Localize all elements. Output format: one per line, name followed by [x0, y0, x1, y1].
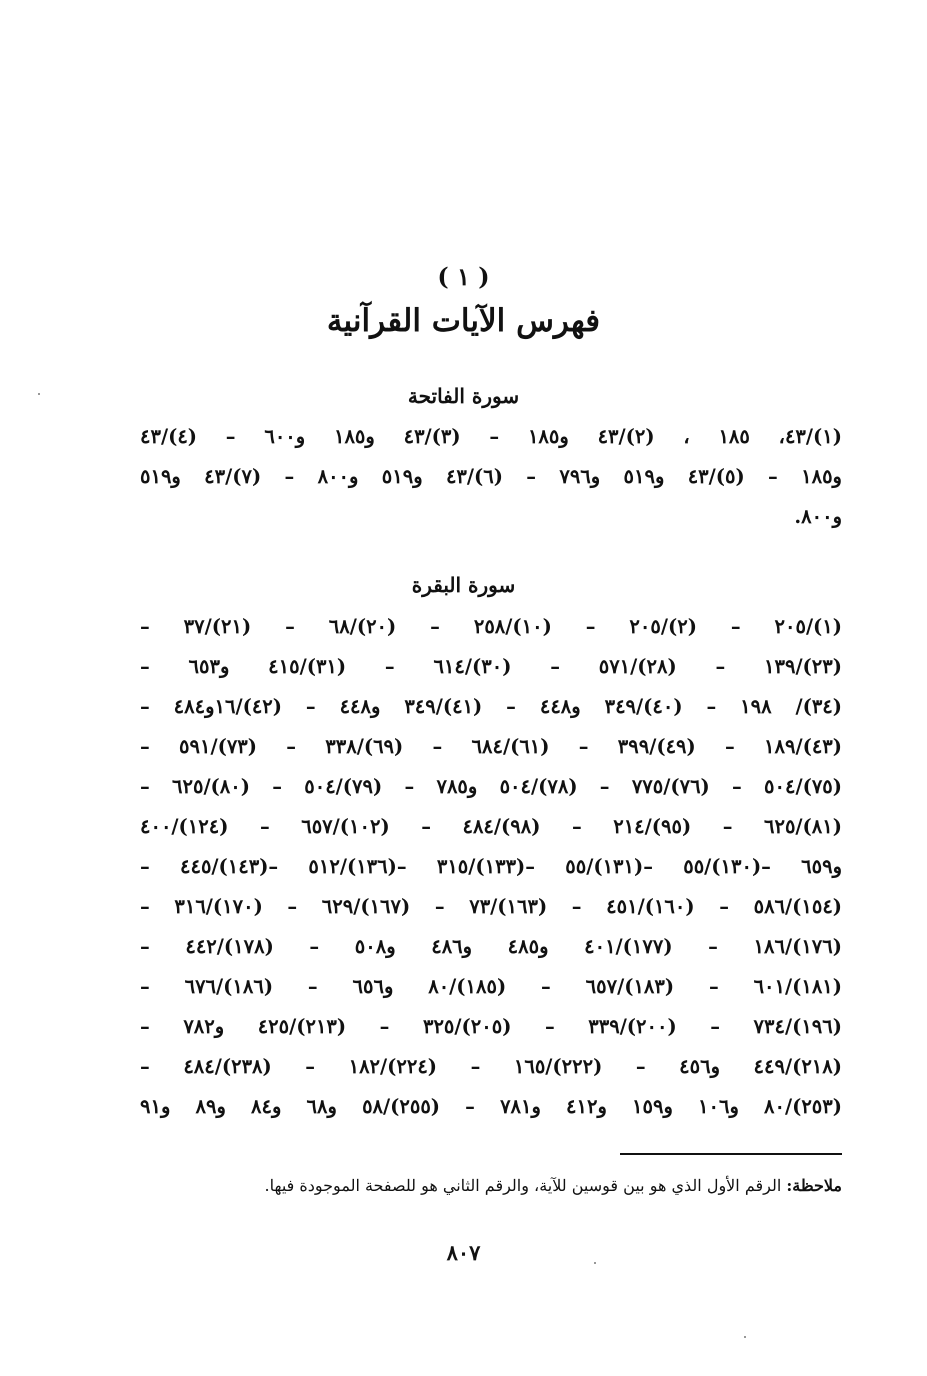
- scan-speck: [744, 1336, 746, 1338]
- entry-line: و٦٥٩ –(١٣٠)/٥٥ –(١٣١)/٥٥ –(١٣٣)/٣١٥ –(١٣٦)/٥١٢ –(١٤٣)/٤٤٥ –: [140, 855, 842, 878]
- baqara-entries: [140, 607, 842, 1127]
- entry-line: (٢١٨)/٤٤٩ و٤٥٦ – (٢٢٢)/١٦٥ – (٢٢٤)/١٨٢ – (٢٣٨)/٤٨٤ –: [140, 1055, 842, 1078]
- entry-line: (٤٣)/١٨٩ – (٤٩)/٣٩٩ – (٦١)/٦٨٤ – (٦٩)/٣٣٨ – (٧٣)/٥٩١ –: [140, 735, 842, 758]
- scan-speck: [38, 393, 40, 395]
- entry-line: (٢٥٣)/٨٠ و١٠٦ و١٥٩ و٤١٢ و٧٨١ – (٢٥٥)/٥٨ و٦٨ و٨٤ و٨٩ و٩١: [140, 1095, 842, 1118]
- entry-line: (٧٥)/٥٠٤ – (٧٦)/٧٧٥ – (٧٨)/٥٠٤ و٧٨٥ – (٧٩)/٥٠٤ – (٨٠)/٦٢٥ –: [140, 775, 842, 798]
- surah-heading-baqara: سورة البقرة: [411, 573, 516, 597]
- entry-line: (٢٣)/١٣٩ – (٢٨)/٥٧١ – (٣٠)/٦١٤ – (٣١)/٤١٥ و٦٥٣ –: [140, 655, 842, 678]
- scan-speck: [594, 1262, 596, 1264]
- entry-line: (٨١)/٦٢٥ – (٩٥)/٢١٤ – (٩٨)/٤٨٤ – (١٠٢)/٦٥٧ – (١٢٤)/٤٠٠: [140, 815, 842, 838]
- entry-line: (٣٤)/ ١٩٨ – (٤٠)/٣٤٩ و٤٤٨ – (٤١)/٣٤٩ و٤٤٨ – (٤٢)/١٦و٤٨٤ –: [140, 695, 842, 718]
- footnote-label: ملاحظة:: [786, 1176, 842, 1195]
- footnote: [140, 1176, 842, 1195]
- page-number: ٨٠٧: [446, 1240, 481, 1265]
- index-number: ( ١ ): [437, 262, 490, 291]
- footnote-separator: [620, 1153, 842, 1155]
- entry-line: (١)/٤٣، ١٨٥ ، (٢)/٤٣ و١٨٥ – (٣)/٤٣ و١٨٥ و٦٠٠ – (٤)/٤٣: [140, 425, 842, 448]
- entry-line: (١٧٦)/١٨٦ – (١٧٧)/٤٠١ و٤٨٥ و٤٨٦ و٥٠٨ – (١٧٨)/٤٤٢ –: [140, 935, 842, 958]
- entry-line: (١٨١)/٦٠١ – (١٨٣)/٦٥٧ – (١٨٥)/٨٠ و٦٥٦ – (١٨٦)/٦٧٦ –: [140, 975, 842, 998]
- page-title: فهرس الآيات القرآنية: [326, 303, 601, 339]
- entry-line: (١٩٦)/٧٣٤ – (٢٠٠)/٣٣٩ – (٢٠٥)/٣٢٥ – (٢١٣)/٤٢٥ و٧٨٢ –: [140, 1015, 842, 1038]
- entry-line: (١)/٢٠٥ – (٢)/٢٠٥ – (١٠)/٢٥٨ – (٢٠)/٦٨ – (٢١)/٣٧ –: [140, 615, 842, 638]
- footnote-text: الرقم الأول الذي هو بين قوسين للآية، والرقم الثاني هو للصفحة الموجودة فيها.: [264, 1176, 782, 1195]
- entry-line: (١٥٤)/٥٨٦ – (١٦٠)/٤٥١ – (١٦٣)/٧٣ – (١٦٧)/٦٢٩ – (١٧٠)/٣١٦ –: [140, 895, 842, 918]
- surah-heading-fatiha: سورة الفاتحة: [407, 384, 520, 408]
- entry-line: و٨٠٠.: [794, 505, 842, 528]
- entry-line: و١٨٥ – (٥)/٤٣ و٥١٩ و٧٩٦ – (٦)/٤٣ و٥١٩ و٨٠٠ – (٧)/٤٣ و٥١٩: [140, 465, 842, 488]
- fatiha-entries: [140, 417, 842, 537]
